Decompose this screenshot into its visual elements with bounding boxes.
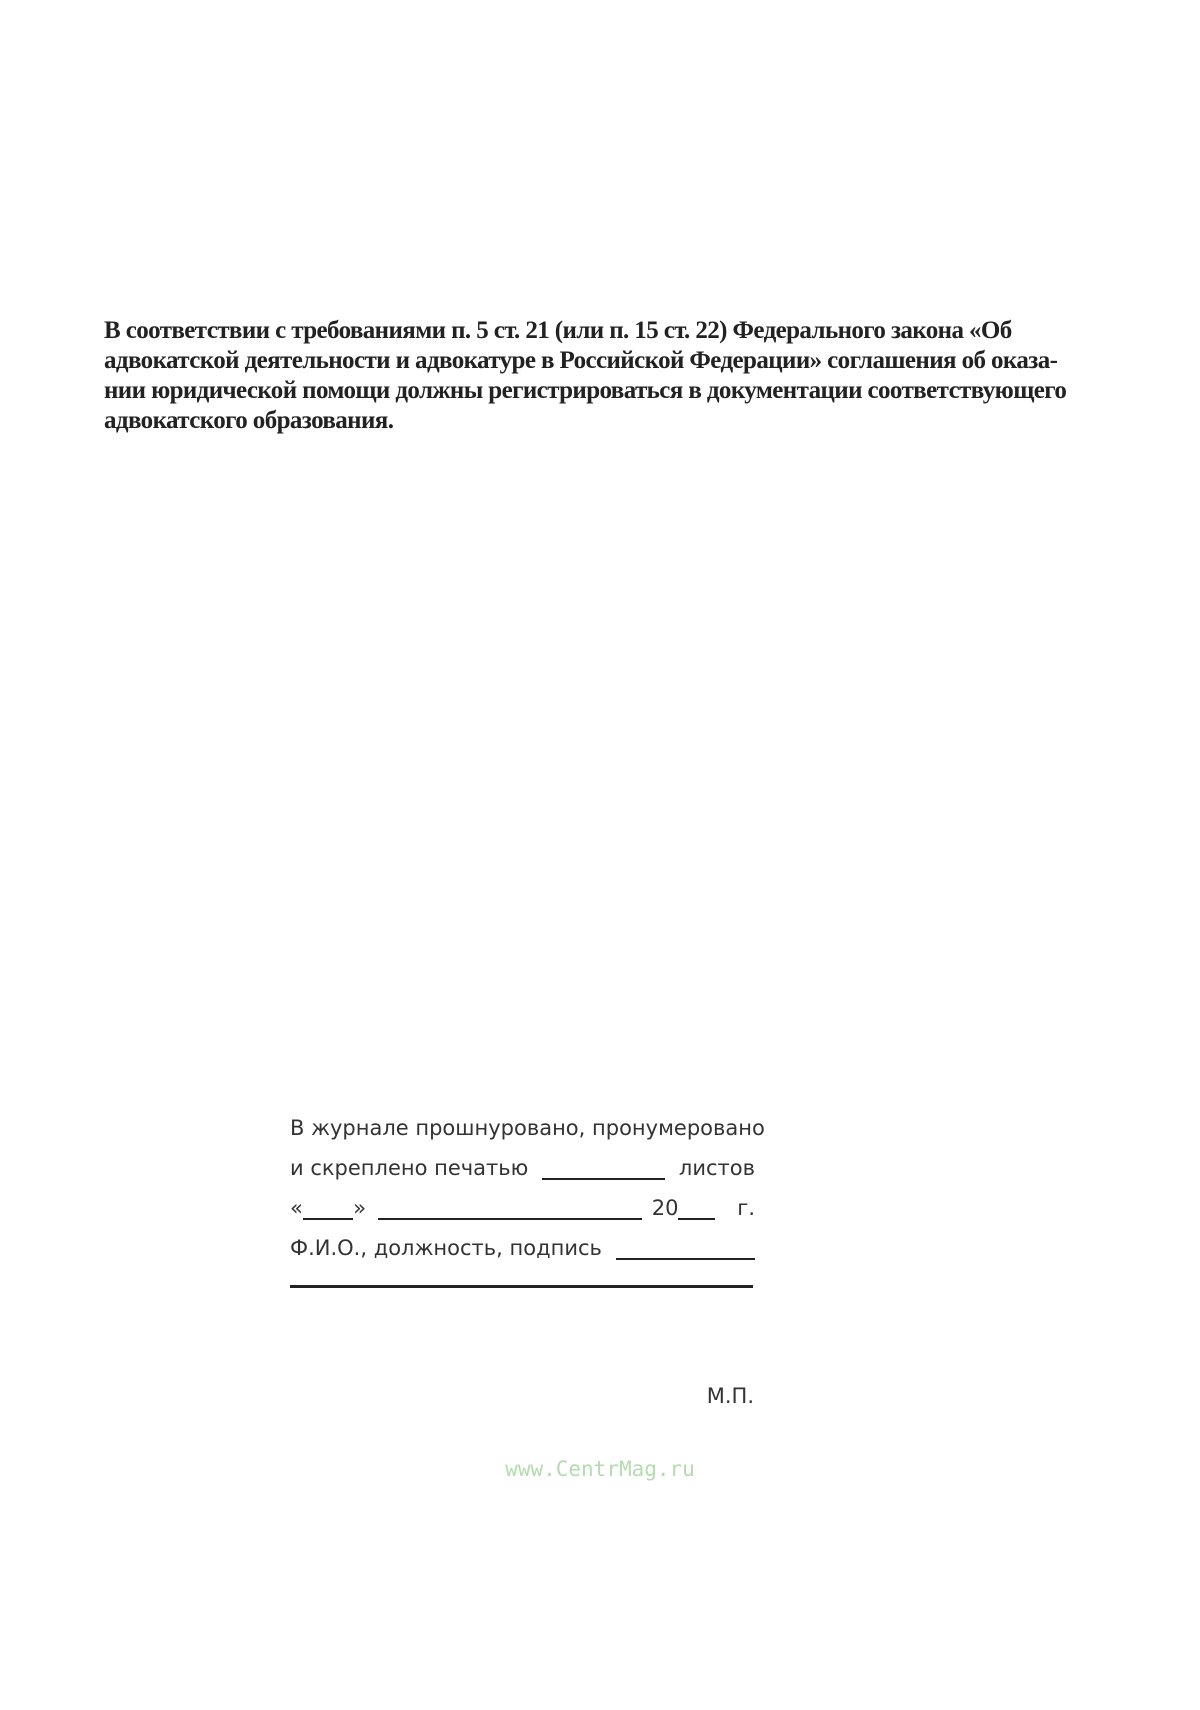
day-field[interactable] [303, 1194, 353, 1220]
notice-line: адвокатской деятельности и адвокатуре в Российской Федерации» соглашения об оказа- [104, 347, 1058, 374]
open-quote: « [290, 1196, 303, 1220]
seal-mark: М.П. [706, 1384, 754, 1408]
close-quote: » [353, 1196, 367, 1220]
notice-line: В соответствии с требованиями п. 5 ст. 21 (или п. 15 ст. 22) Федерального закона «Об [104, 317, 1012, 344]
binding-certification [290, 1100, 765, 1260]
cert-signature-line [290, 1220, 755, 1260]
cert-text: В журнале прошнуровано, пронумеровано [290, 1116, 765, 1140]
cert-text: листов [678, 1156, 755, 1180]
signature-label: Ф.И.О., должность, подпись [290, 1236, 602, 1260]
month-field[interactable] [378, 1194, 642, 1220]
year-prefix: 20 [651, 1196, 679, 1220]
year-field[interactable] [678, 1194, 715, 1220]
legal-notice [104, 316, 1067, 436]
notice-line: нии юридической помощи должны регистрироваться в документации соответствующего [104, 377, 1067, 404]
cert-line-2 [290, 1140, 755, 1180]
year-suffix: г. [737, 1196, 755, 1220]
signature-full-line[interactable] [290, 1285, 753, 1288]
cert-text: и скреплено печатью [290, 1156, 529, 1180]
cert-date-line [290, 1180, 755, 1220]
watermark: www.CentrMag.ru [505, 1457, 695, 1481]
sheet-count-field[interactable] [542, 1154, 665, 1180]
notice-line: адвокатского образования. [104, 407, 394, 434]
cert-line-1 [290, 1100, 765, 1140]
signature-field[interactable] [616, 1234, 755, 1260]
